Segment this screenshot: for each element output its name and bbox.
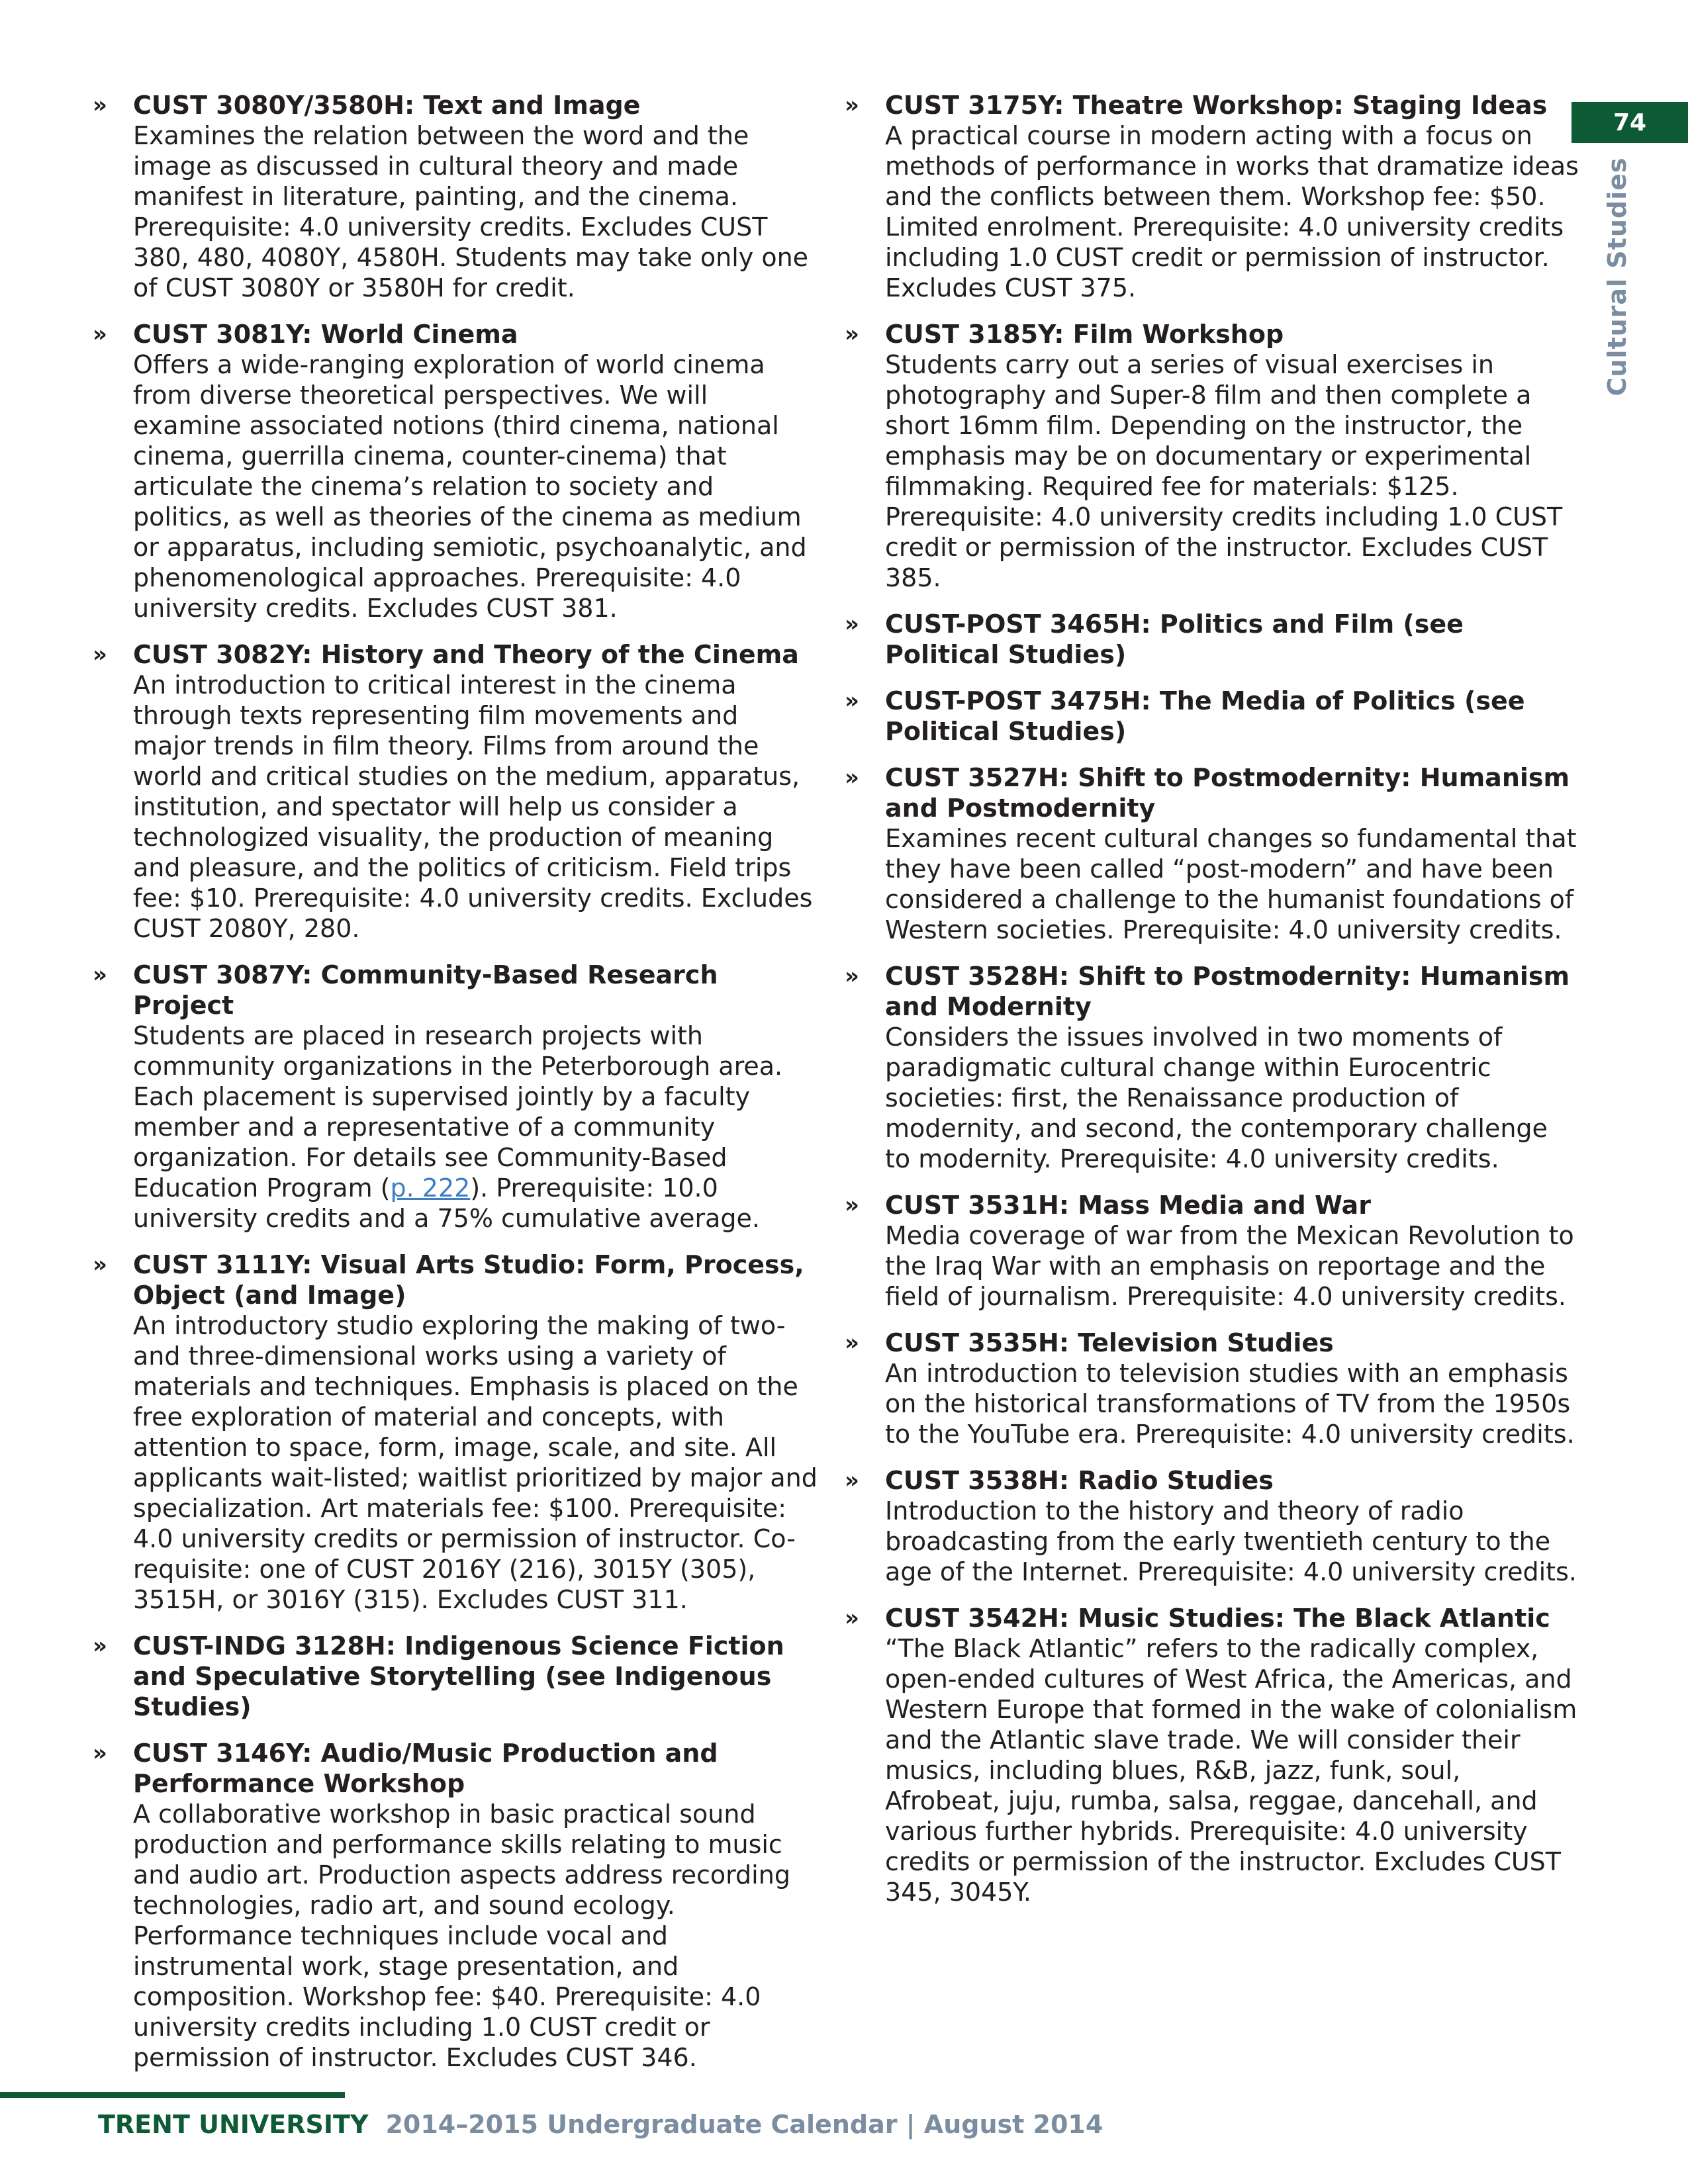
course-entry (93, 1250, 818, 1615)
course-title: CUST-POST 3475H: The Media of Politics (see Political Studies) (885, 686, 1525, 746)
course-title: CUST 3528H: Shift to Postmodernity: Humanism and Modernity (885, 962, 1570, 1021)
bullet-icon: » (845, 764, 859, 791)
course-entry (845, 762, 1579, 945)
course-entry (93, 960, 818, 1234)
course-entry (845, 1465, 1579, 1587)
course-entry (93, 1738, 818, 2073)
course-title: CUST 3538H: Radio Studies (885, 1466, 1274, 1495)
bullet-icon: » (93, 641, 107, 668)
course-entry (93, 1631, 818, 1722)
left-column (93, 90, 818, 2089)
bullet-icon: » (845, 1467, 859, 1494)
bullet-icon: » (93, 1251, 107, 1278)
course-description: Introduction to the history and theory of radio broadcasting from the early twentieth century to the age of the Internet. Prerequisite: 4.0 university credits. (885, 1496, 1577, 1586)
course-title: CUST 3081Y: World Cinema (133, 320, 518, 349)
bullet-icon: » (845, 611, 859, 637)
course-title: CUST 3111Y: Visual Arts Studio: Form, Process, Object (and Image) (133, 1250, 804, 1310)
course-description: Offers a wide-ranging exploration of world cinema from diverse theoretical perspectives. We will examine associated notions (third cinema, national cinema, guerrilla cinema, counter-cinema) that articulate the cinema’s relation to society and politics, as well as theories of the cinema as medium or apparatus, including semiotic, psychoanalytic, and phenomenological approaches. Prerequisite: 4.0 university credits. Excludes CUST 381. (133, 350, 807, 623)
section-side-label: Cultural Studies (1603, 157, 1632, 396)
bullet-icon: » (845, 92, 859, 118)
course-description (133, 1021, 818, 1234)
course-description: A collaborative workshop in basic practical sound production and performance skills relating to music and audio art. Production aspects address recording technologies, radio art, and sound ecology. Performance techniques include vocal and instrumental work, stage presentation, and composition. Workshop fee: $40. Prerequisite: 4.0 university credits including 1.0 CUST credit or permission of instructor. Excludes CUST 346. (133, 1799, 790, 2072)
right-column (845, 90, 1579, 1923)
course-entry (93, 319, 818, 623)
course-entry (93, 90, 818, 303)
course-entry (845, 1190, 1579, 1312)
course-entry (845, 1603, 1579, 1907)
course-title: CUST 3175Y: Theatre Workshop: Staging Ideas (885, 91, 1548, 120)
bullet-icon: » (93, 962, 107, 988)
footer-calendar: 2014–2015 Undergraduate Calendar | August 2014 (385, 2110, 1103, 2139)
course-entry (845, 686, 1579, 747)
course-title: CUST 3146Y: Audio/Music Production and Performance Workshop (133, 1739, 718, 1798)
course-entry (845, 609, 1579, 670)
course-description-text: Students are placed in research projects with community organizations in the Peterborough area. Each placement is supervised jointly by a faculty member and a representative of a community organization. For details see Community-Based Education Program ( (133, 1021, 783, 1203)
page-footer (98, 2110, 1103, 2139)
course-description-text: ). Prerequisite: 10.0 university credits and a 75% cumulative average. (133, 1173, 760, 1233)
bullet-icon: » (845, 1330, 859, 1356)
course-description: Examines the relation between the word and the image as discussed in cultural theory and made manifest in literature, painting, and the cinema. Prerequisite: 4.0 university credits. Excludes CUST 380, 480, 4080Y, 4580H. Students may take only one of CUST 3080Y or 3580H for credit. (133, 121, 809, 302)
course-title: CUST-POST 3465H: Politics and Film (see Political Studies) (885, 610, 1464, 669)
bullet-icon: » (845, 688, 859, 714)
bullet-icon: » (93, 1740, 107, 1766)
course-description: Examines recent cultural changes so fundamental that they have been called “post-modern” and have been considered a challenge to the humanist foundations of Western societies. Prerequisite: 4.0 university credits. (885, 824, 1577, 944)
course-description: “The Black Atlantic” refers to the radically complex, open-ended cultures of West Africa, the Americas, and Western Europe that formed in the wake of colonialism and the Atlantic slave trade. We will consider their musics, including blues, R&B, jazz, funk, soul, Afrobeat, juju, rumba, salsa, reggae, dancehall, and various further hybrids. Prerequisite: 4.0 university credits or permission of the instructor. Excludes CUST 345, 3045Y. (885, 1634, 1577, 1907)
bullet-icon: » (93, 1633, 107, 1659)
course-title: CUST 3542H: Music Studies: The Black Atlantic (885, 1604, 1550, 1633)
course-description: Considers the issues involved in two moments of paradigmatic cultural change within Eurocentric societies: first, the Renaissance production of modernity, and second, the contemporary challenge to modernity. Prerequisite: 4.0 university credits. (885, 1023, 1548, 1173)
page-number-tab: 74 (1571, 102, 1688, 143)
bullet-icon: » (93, 321, 107, 347)
course-title: CUST 3535H: Television Studies (885, 1328, 1334, 1357)
course-entry (845, 319, 1579, 593)
bullet-icon: » (845, 963, 859, 989)
course-entry (845, 90, 1579, 303)
course-title: CUST-INDG 3128H: Indigenous Science Fiction and Speculative Storytelling (see Indigenous Studies) (133, 1631, 784, 1721)
course-entry (845, 961, 1579, 1174)
course-title: CUST 3080Y/3580H: Text and Image (133, 91, 641, 120)
footer-rule (0, 2092, 345, 2098)
course-description: An introduction to television studies with an emphasis on the historical transformations of TV from the 1950s to the YouTube era. Prerequisite: 4.0 university credits. (885, 1359, 1575, 1449)
course-description: Media coverage of war from the Mexican Revolution to the Iraq War with an emphasis on reportage and the field of journalism. Prerequisite: 4.0 university credits. (885, 1221, 1574, 1311)
course-title: CUST 3531H: Mass Media and War (885, 1191, 1371, 1220)
page-reference-link[interactable]: p. 222 (390, 1173, 471, 1203)
course-title: CUST 3082Y: History and Theory of the Cinema (133, 640, 799, 669)
bullet-icon: » (845, 321, 859, 347)
course-entry (845, 1328, 1579, 1449)
course-description: An introductory studio exploring the making of two- and three-dimensional works using a variety of materials and techniques. Emphasis is placed on the free exploration of material and concepts, with attention to space, form, image, scale, and site. All applicants wait-listed; waitlist prioritized by major and specialization. Art materials fee: $100. Prerequisite: 4.0 university credits or permission of instructor. Co-requisite: one of CUST 2016Y (216), 3015Y (305), 3515H, or 3016Y (315). Excludes CUST 311. (133, 1311, 818, 1614)
course-description: A practical course in modern acting with a focus on methods of performance in works that dramatize ideas and the conflicts between them. Workshop fee: $50. Limited enrolment. Prerequisite: 4.0 university credits including 1.0 CUST credit or permission of instructor. Excludes CUST 375. (885, 121, 1579, 302)
course-description: Students carry out a series of visual exercises in photography and Super-8 film and then complete a short 16mm film. Depending on the instructor, the emphasis may be on documentary or experimental filmmaking. Required fee for materials: $125. Prerequisite: 4.0 university credits including 1.0 CUST credit or permission of the instructor. Excludes CUST 385. (885, 350, 1563, 592)
course-title: CUST 3527H: Shift to Postmodernity: Humanism and Postmodernity (885, 763, 1570, 823)
course-title: CUST 3087Y: Community-Based Research Project (133, 960, 718, 1020)
course-title: CUST 3185Y: Film Workshop (885, 320, 1284, 349)
bullet-icon: » (845, 1192, 859, 1218)
bullet-icon: » (93, 92, 107, 118)
course-description: An introduction to critical interest in the cinema through texts representing film movements and major trends in film theory. Films from around the world and critical studies on the medium, apparatus, institution, and spectator will help us consider a technologized visuality, the production of meaning and pleasure, and the politics of criticism. Field trips fee: $10. Prerequisite: 4.0 university credits. Excludes CUST 2080Y, 280. (133, 670, 813, 943)
footer-university: TRENT UNIVERSITY (98, 2110, 369, 2139)
bullet-icon: » (845, 1605, 859, 1631)
course-entry (93, 639, 818, 944)
